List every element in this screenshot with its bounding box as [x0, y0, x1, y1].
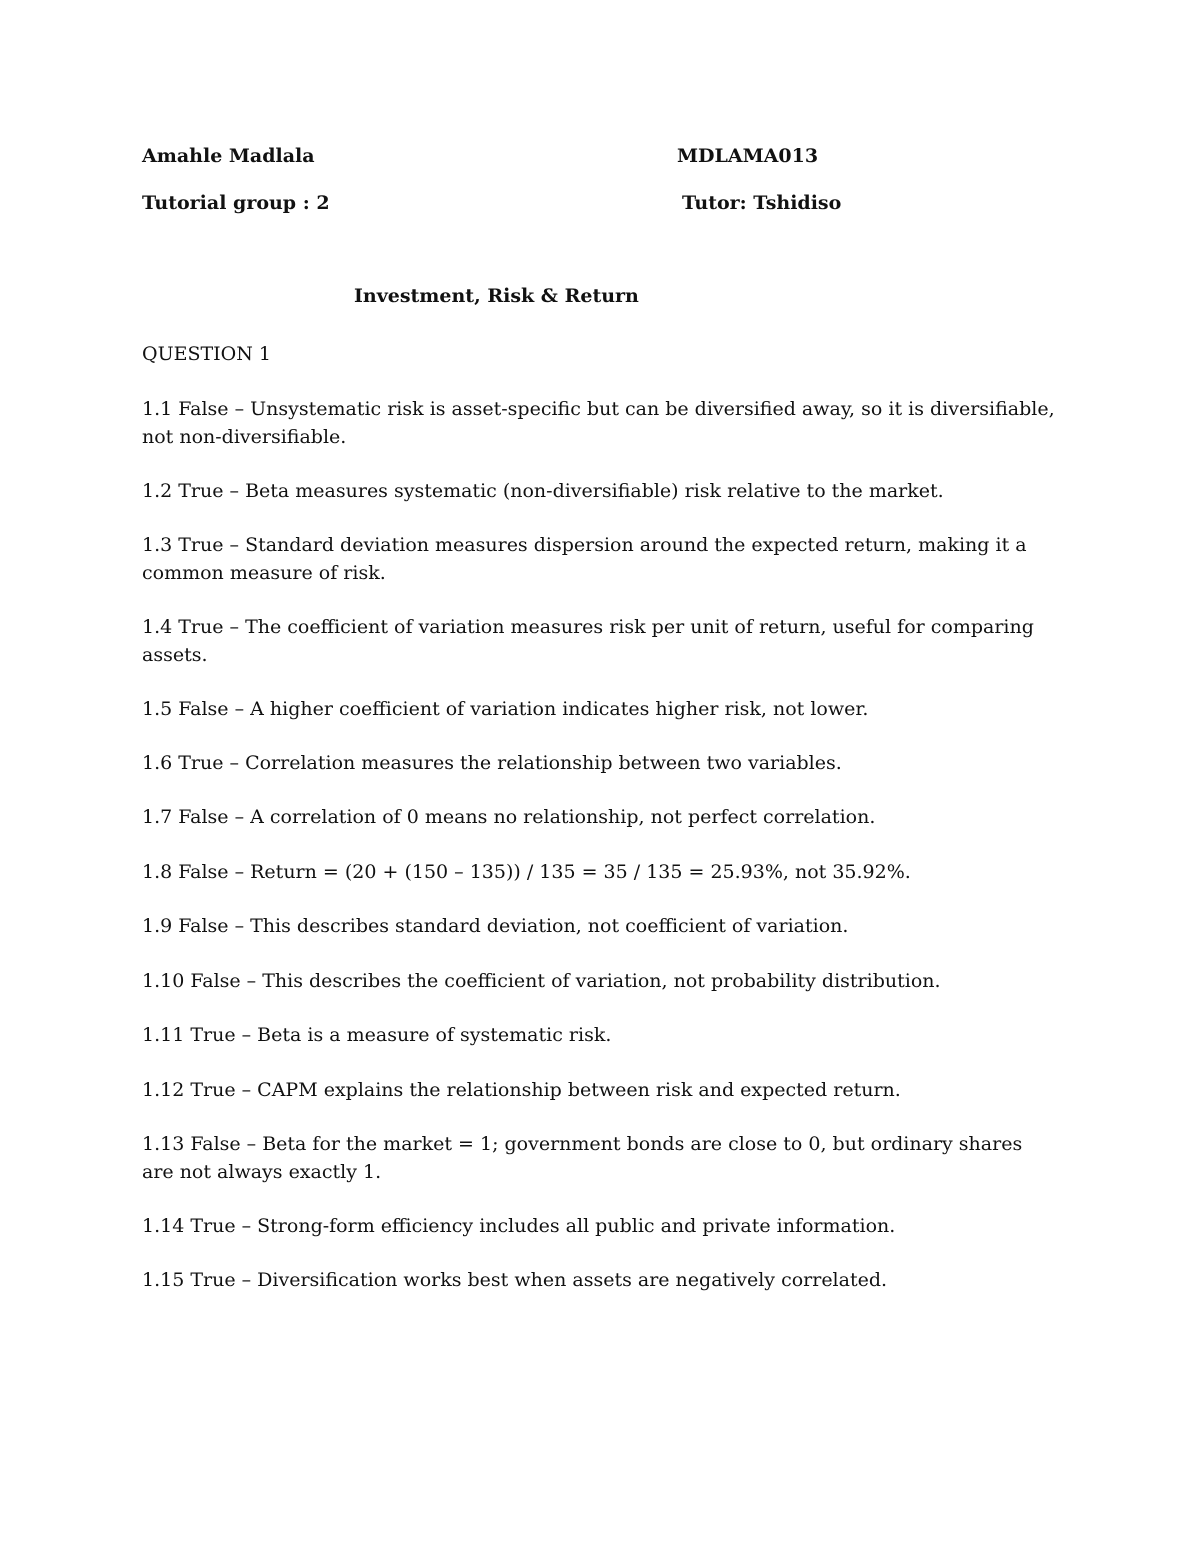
answer-line: not non-diversifiable.: [142, 426, 347, 448]
document-title: Investment, Risk & Return: [354, 285, 639, 307]
answer-line: 1.14 True – Strong-form efficiency includes all public and private information.: [142, 1215, 896, 1237]
answer-line: 1.9 False – This describes standard deviation, not coefficient of variation.: [142, 915, 849, 937]
answer-1-4: [142, 613, 1062, 669]
answer-line: 1.7 False – A correlation of 0 means no relationship, not perfect correlation.: [142, 806, 876, 828]
answer-1-5: [142, 695, 1062, 723]
question-heading: QUESTION 1: [142, 343, 271, 365]
answer-1-2: [142, 477, 1062, 505]
answer-line: 1.6 True – Correlation measures the relationship between two variables.: [142, 752, 842, 774]
answer-line: 1.10 False – This describes the coefficient of variation, not probability distribution.: [142, 970, 941, 992]
answer-line: 1.11 True – Beta is a measure of systematic risk.: [142, 1024, 612, 1046]
answer-1-12: [142, 1076, 1062, 1104]
answer-1-9: [142, 912, 1062, 940]
answer-1-7: [142, 803, 1062, 831]
tutor-name: Tutor: Tshidiso: [682, 192, 842, 214]
answer-line: 1.3 True – Standard deviation measures dispersion around the expected return, making it a: [142, 534, 1027, 556]
answer-line: 1.8 False – Return = (20 + (150 – 135)) / 135 = 35 / 135 = 25.93%, not 35.92%.: [142, 861, 911, 883]
answer-line: 1.1 False – Unsystematic risk is asset-specific but can be diversified away, so it is diversifiable,: [142, 398, 1055, 420]
answer-line: 1.4 True – The coefficient of variation measures risk per unit of return, useful for comparing: [142, 616, 1034, 638]
answer-line: 1.12 True – CAPM explains the relationship between risk and expected return.: [142, 1079, 901, 1101]
answer-line: common measure of risk.: [142, 562, 386, 584]
answer-1-15: [142, 1266, 1062, 1294]
answer-1-14: [142, 1212, 1062, 1240]
answer-line: are not always exactly 1.: [142, 1161, 382, 1183]
answer-1-3: [142, 531, 1062, 587]
answer-line: 1.13 False – Beta for the market = 1; government bonds are close to 0, but ordinary shares: [142, 1133, 1023, 1155]
student-name: Amahle Madlala: [142, 145, 315, 167]
answer-1-13: [142, 1130, 1062, 1186]
student-id: MDLAMA013: [677, 145, 819, 167]
answer-1-8: [142, 858, 1062, 886]
answer-line: 1.15 True – Diversification works best when assets are negatively correlated.: [142, 1269, 888, 1291]
answer-1-11: [142, 1021, 1062, 1049]
answer-line: 1.2 True – Beta measures systematic (non-diversifiable) risk relative to the market.: [142, 480, 944, 502]
answer-line: 1.5 False – A higher coefficient of variation indicates higher risk, not lower.: [142, 698, 869, 720]
answer-1-10: [142, 967, 1062, 995]
tutorial-group: Tutorial group : 2: [142, 192, 330, 214]
answer-1-6: [142, 749, 1062, 777]
answer-line: assets.: [142, 644, 208, 666]
answer-1-1: [142, 395, 1062, 451]
